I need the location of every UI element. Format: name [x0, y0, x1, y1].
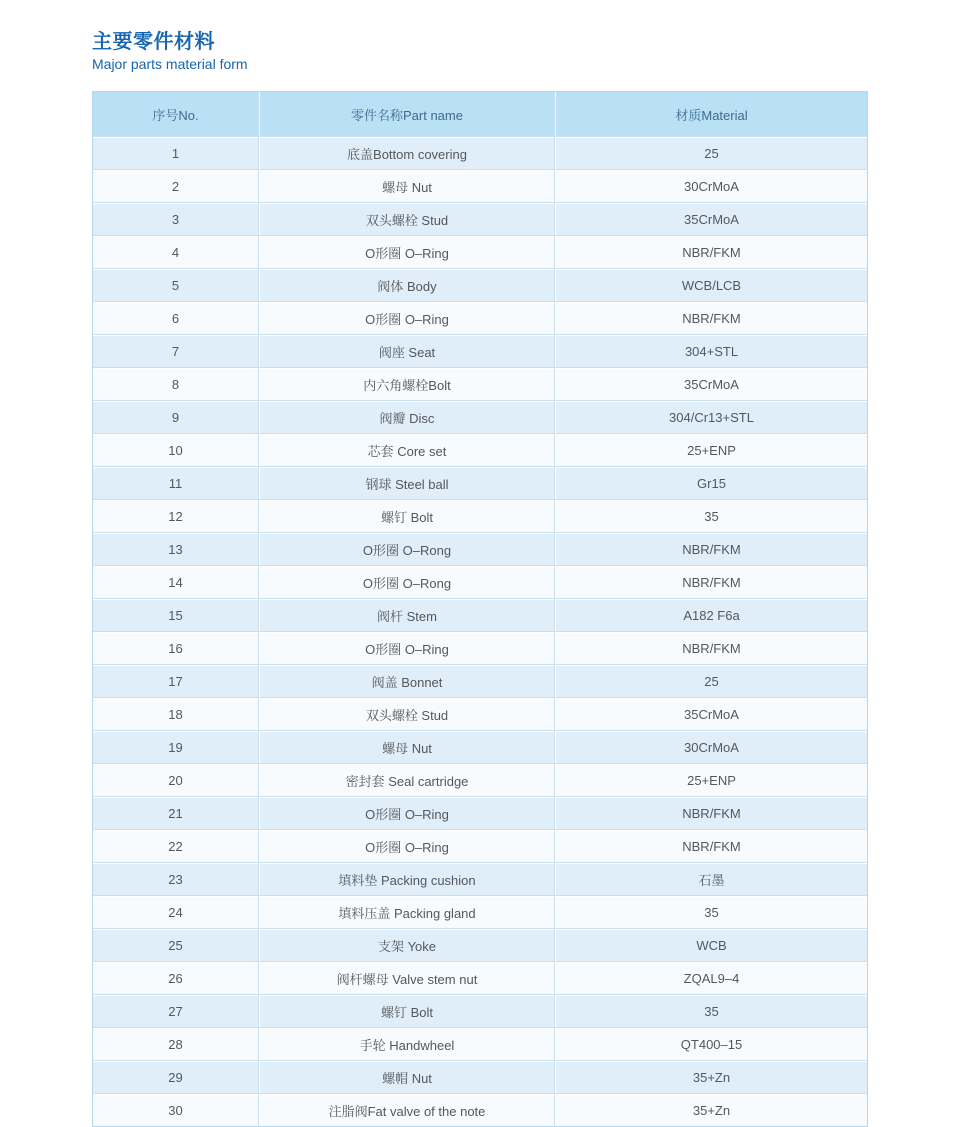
row-no: 21 — [93, 797, 259, 830]
row-material: 石墨 — [555, 863, 867, 896]
row-material: 35+Zn — [555, 1061, 867, 1094]
table-row — [93, 599, 867, 632]
table-row — [93, 137, 867, 170]
table-row — [93, 203, 867, 236]
row-no: 10 — [93, 434, 259, 467]
row-material: 35 — [555, 896, 867, 929]
row-no: 25 — [93, 929, 259, 962]
row-material: 35CrMoA — [555, 203, 867, 236]
table-row — [93, 797, 867, 830]
table-row — [93, 731, 867, 764]
table-row — [93, 764, 867, 797]
row-material: NBR/FKM — [555, 632, 867, 665]
row-part-name: 螺钉 Bolt — [259, 995, 555, 1028]
row-part-name: 阀杆螺母 Valve stem nut — [259, 962, 555, 995]
row-no: 17 — [93, 665, 259, 698]
row-part-name: 底盖Bottom covering — [259, 137, 555, 170]
page-subtitle: Major parts material form — [92, 56, 248, 72]
row-material: 25 — [555, 137, 867, 170]
row-no: 2 — [93, 170, 259, 203]
row-material: 35+Zn — [555, 1094, 867, 1126]
table-row — [93, 401, 867, 434]
row-material: 35 — [555, 995, 867, 1028]
row-material: WCB — [555, 929, 867, 962]
row-no: 14 — [93, 566, 259, 599]
row-part-name: 阀瓣 Disc — [259, 401, 555, 434]
row-part-name: 钢球 Steel ball — [259, 467, 555, 500]
table-row — [93, 830, 867, 863]
table-row — [93, 896, 867, 929]
row-part-name: 双头螺栓 Stud — [259, 203, 555, 236]
table-row — [93, 368, 867, 401]
row-no: 20 — [93, 764, 259, 797]
table-row — [93, 302, 867, 335]
row-no: 3 — [93, 203, 259, 236]
row-material: NBR/FKM — [555, 236, 867, 269]
table-row — [93, 434, 867, 467]
row-no: 18 — [93, 698, 259, 731]
table-row — [93, 1028, 867, 1061]
table-row — [93, 929, 867, 962]
table-row — [93, 698, 867, 731]
row-part-name: O形圈 O–Rong — [259, 533, 555, 566]
row-part-name: O形圈 O–Ring — [259, 302, 555, 335]
table-row — [93, 665, 867, 698]
row-material: NBR/FKM — [555, 830, 867, 863]
row-part-name: 阀体 Body — [259, 269, 555, 302]
row-part-name: 阀杆 Stem — [259, 599, 555, 632]
row-no: 15 — [93, 599, 259, 632]
table-row — [93, 335, 867, 368]
row-material: 35CrMoA — [555, 698, 867, 731]
row-material: 25+ENP — [555, 434, 867, 467]
row-part-name: 阀座 Seat — [259, 335, 555, 368]
row-material: WCB/LCB — [555, 269, 867, 302]
row-part-name: 螺母 Nut — [259, 731, 555, 764]
row-material: Gr15 — [555, 467, 867, 500]
row-no: 19 — [93, 731, 259, 764]
row-material: 30CrMoA — [555, 170, 867, 203]
row-no: 8 — [93, 368, 259, 401]
table-row — [93, 533, 867, 566]
row-part-name: 填料垫 Packing cushion — [259, 863, 555, 896]
row-part-name: 芯套 Core set — [259, 434, 555, 467]
table-header-row — [93, 92, 867, 137]
row-part-name: 填料压盖 Packing gland — [259, 896, 555, 929]
table-row — [93, 236, 867, 269]
row-no: 5 — [93, 269, 259, 302]
table-body — [93, 137, 867, 1126]
row-part-name: 螺帽 Nut — [259, 1061, 555, 1094]
row-material: 304/Cr13+STL — [555, 401, 867, 434]
row-material: NBR/FKM — [555, 566, 867, 599]
row-material: 304+STL — [555, 335, 867, 368]
page-title: 主要零件材料 — [92, 31, 215, 53]
row-no: 27 — [93, 995, 259, 1028]
row-part-name: O形圈 O–Rong — [259, 566, 555, 599]
row-part-name: O形圈 O–Ring — [259, 632, 555, 665]
row-part-name: O形圈 O–Ring — [259, 797, 555, 830]
row-material: NBR/FKM — [555, 533, 867, 566]
row-part-name: 注脂阀Fat valve of the note — [259, 1094, 555, 1126]
row-material: NBR/FKM — [555, 797, 867, 830]
row-no: 30 — [93, 1094, 259, 1126]
row-no: 26 — [93, 962, 259, 995]
table-row — [93, 632, 867, 665]
table-row — [93, 995, 867, 1028]
header-part-name: 零件名称Part name — [259, 92, 555, 137]
parts-material-table — [92, 91, 868, 1127]
row-part-name: 密封套 Seal cartridge — [259, 764, 555, 797]
header-no: 序号No. — [93, 92, 259, 137]
row-material: 30CrMoA — [555, 731, 867, 764]
row-no: 1 — [93, 137, 259, 170]
table-row — [93, 962, 867, 995]
row-material: ZQAL9–4 — [555, 962, 867, 995]
row-no: 9 — [93, 401, 259, 434]
row-part-name: O形圈 O–Ring — [259, 830, 555, 863]
row-material: 35CrMoA — [555, 368, 867, 401]
table-row — [93, 269, 867, 302]
row-part-name: 支架 Yoke — [259, 929, 555, 962]
table-row — [93, 467, 867, 500]
table-row — [93, 500, 867, 533]
table-row — [93, 1061, 867, 1094]
row-material: NBR/FKM — [555, 302, 867, 335]
row-material: A182 F6a — [555, 599, 867, 632]
row-part-name: 螺钉 Bolt — [259, 500, 555, 533]
table-header — [93, 92, 867, 137]
table-row — [93, 863, 867, 896]
row-no: 6 — [93, 302, 259, 335]
row-part-name: 手轮 Handwheel — [259, 1028, 555, 1061]
row-material: 25+ENP — [555, 764, 867, 797]
row-material: 25 — [555, 665, 867, 698]
row-part-name: 内六角螺栓Bolt — [259, 368, 555, 401]
row-no: 13 — [93, 533, 259, 566]
row-no: 22 — [93, 830, 259, 863]
table-row — [93, 1094, 867, 1126]
row-material: QT400–15 — [555, 1028, 867, 1061]
row-no: 24 — [93, 896, 259, 929]
row-no: 28 — [93, 1028, 259, 1061]
row-part-name: 螺母 Nut — [259, 170, 555, 203]
row-no: 11 — [93, 467, 259, 500]
row-no: 16 — [93, 632, 259, 665]
table-row — [93, 566, 867, 599]
row-no: 29 — [93, 1061, 259, 1094]
row-part-name: O形圈 O–Ring — [259, 236, 555, 269]
row-no: 4 — [93, 236, 259, 269]
header-material: 材质Material — [555, 92, 867, 137]
row-material: 35 — [555, 500, 867, 533]
row-no: 7 — [93, 335, 259, 368]
row-no: 12 — [93, 500, 259, 533]
row-no: 23 — [93, 863, 259, 896]
row-part-name: 双头螺栓 Stud — [259, 698, 555, 731]
row-part-name: 阀盖 Bonnet — [259, 665, 555, 698]
table-row — [93, 170, 867, 203]
